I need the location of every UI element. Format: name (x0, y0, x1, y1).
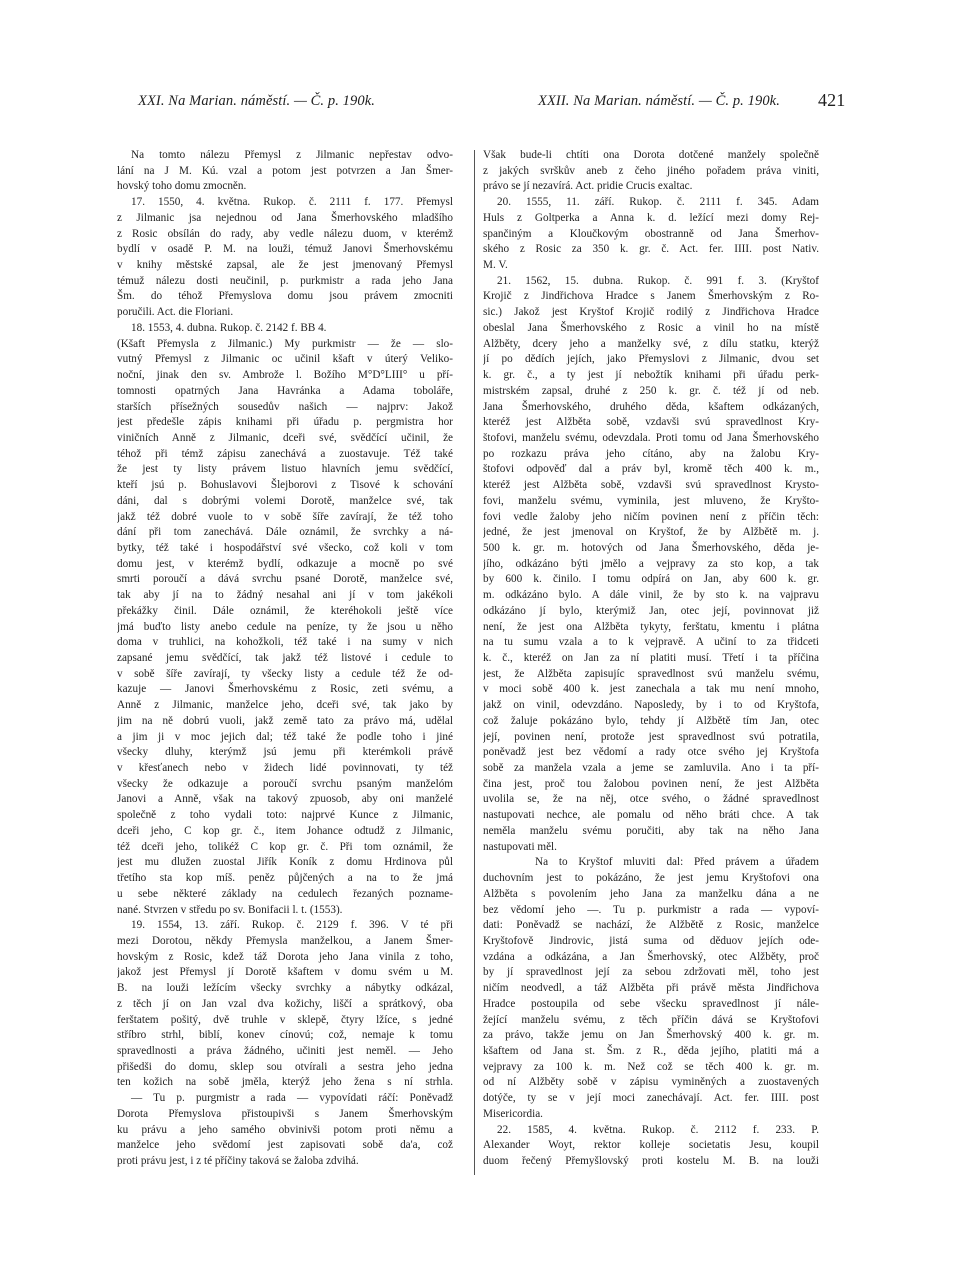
header-left: XXI. Na Marian. náměstí. — Č. p. 190k. (138, 93, 375, 109)
text-line: kazuje — Janovi Šmerhovskému z Rosic, zeti svému, a (117, 683, 453, 696)
text-line: u sebe některé základy na cedulech řezaných poznamе- (117, 887, 453, 900)
text-line: vejpravy za 100 k. m. Než což se těch 400 k. gr. m. (483, 1060, 819, 1073)
text-line: štofovi, manželu svému, odevzdala. Proti tomu od Jana Šmerhovského (483, 431, 819, 444)
text-line: 19. 1554, 13. září. Rukop. č. 2129 f. 396. V té při (131, 919, 453, 932)
text-line: noční, jinak den sv. Ambrože l. Božího M°D°LIII° u pří- (117, 369, 453, 382)
text-line: 22. 1585, 4. května. Rukop. č. 2112 f. 233. P. (497, 1123, 819, 1136)
text-line: jího, odkázáno býti jmělo a vejpravy za sto kop, a tak (483, 557, 819, 570)
text-line: smrti poroučí a dává svrchu psané Dorotě, manželce své, (117, 573, 453, 586)
text-line: B. na louži ležícím všecky svrchky a nábytky odkázal, (117, 982, 453, 995)
text-line: též dceři jeho, tolikéž C kop gr. č. Při tom oznámil, že (117, 840, 453, 853)
text-line: kteréž jest Alžběta sobě, vzdavši svú spravedlnost Kry- (483, 416, 819, 429)
text-line: 18. 1553, 4. dubna. Rukop. č. 2142 f. BB 4. (131, 321, 327, 334)
text-line: bydlí v osadě P. M. na louži, témuž Janovi Šmerhovskému (117, 243, 453, 256)
text-line: jmá buďto listy anebo cedule na peníze, ty že jsou u něho (117, 620, 453, 633)
text-line: Na to Kryštof mluviti dal: Před právem a úřadem (535, 856, 819, 869)
text-line: v sobě šíře zavírají, ty všecky listy a cedule též že od- (117, 667, 453, 680)
right-column (483, 148, 819, 1170)
text-line: jakž on vinil, odevzdáno. Naposledy, by i to od Kryštofa, (483, 699, 819, 712)
text-line: tak aby jí na to žádný nesahal ani jí v tom jakékoli (117, 589, 453, 602)
text-line: mezi Dorotou, někdy Přemysla manželkou, a Janem Šmer- (117, 934, 453, 947)
text-line: Krojič z Jindřichova Hradce s Janem Šmerhovským z Ro- (483, 290, 819, 303)
text-line: od ní Alžběty sobě v zápisu vyminěných a zuostavených (483, 1076, 819, 1089)
text-line: Alexander Woyt, rektor kolleje societatis Jesu, koupil (483, 1139, 819, 1152)
text-line: společně z toho vydali toto: najprvé Kunce z Jilmanic, (117, 809, 453, 822)
text-line: viničních Anně z Jilmanic, dceři své, svědčící učinil, že (117, 431, 453, 444)
text-line: v křesťanech nebo v židech lidé povinnovati, ty též (117, 762, 453, 775)
header-right: XXII. Na Marian. náměstí. — Č. p. 190k. (538, 93, 780, 109)
text-line: sobě za manžela vzala a jeme se zamluvila. Ano i ta pří- (483, 762, 819, 775)
text-line: vutný Přemysl z Jilmanic oc učinil kšaft v úterý Veliko- (117, 353, 453, 366)
text-line: dceři jeho, C kop gr. č., item Johance odtudž z Jilmanic, (117, 824, 453, 837)
text-line: žející manželu svému, z těch příčin dává se Kryštofovi (483, 1013, 819, 1026)
text-line: štofovi odpověď dal a práv byl, kromě těch 400 k. m., (483, 463, 819, 476)
text-line: poněvadž jest bez vědomí a rady otce svého jej Kryštofa (483, 746, 819, 759)
text-line: za právo, takže jemu on Jan Šmerhovský 400 k. gr. m. (483, 1029, 819, 1042)
text-line: kteří jsú p. Bohuslavovi Šlejborovi z Tisové k schování (117, 479, 453, 492)
text-line: 21. 1562, 15. dubna. Rukop. č. 991 f. 3. (Kryštof (497, 274, 819, 287)
text-line: právo se jí nezavírá. Act. pridie Crucis exaltac. (483, 180, 693, 193)
text-line: jest mu dlužen zuostal Jiřík Koník z domu Hrdinova půl (117, 856, 453, 869)
text-line: 17. 1550, 4. května. Rukop. č. 2111 f. 177. Přemysl (131, 196, 453, 209)
text-line: nastupovati měl. (483, 840, 557, 853)
text-line: dotýče, ty se v její moci zanechávají. Act. fer. IIII. post (483, 1092, 819, 1105)
text-line: manželce jeho svědomí jest zapisovati sobě da'a, což (117, 1139, 453, 1152)
left-column (117, 148, 453, 1170)
text-line: proti právu jest, i z té příčiny taková se žaloba zdvihá. (117, 1155, 359, 1167)
text-line: jí po dědích jejích, jako Přemyslovi z Jilmanic, dvou set (483, 353, 819, 366)
text-line: fovi vedle žaloby jeho ničím povinen není z příčin těch: (483, 510, 819, 523)
text-line: téhož při témž zápisu zanechává a zuostavuje. Též také (117, 447, 453, 460)
text-line: Šm. do téhož Přemyslova domu jsou právem zmocniti (117, 290, 453, 303)
text-line: 500 k. gr. m. hotových od Jana Šmerhovského, děda je- (483, 541, 819, 554)
text-line: Kryštofově Jindrovic, jistá suma od děduov jejích ode- (483, 934, 819, 947)
text-line: ferštatem pošitý, dvě truhle v sklepě, čtyry lžíce, s jedné (117, 1013, 453, 1026)
text-line: Hradce postoupila od sebe všecku spravedlnost jí nále- (483, 997, 819, 1010)
text-line: odkázáno jí bylo, kterýmiž Jan, otec její, povinnovat již (483, 604, 819, 617)
text-line: mistrském zapsal, druhé z 250 k. gr. č. též jí od neb. (483, 384, 819, 397)
text-line: v knihy městské zapsal, ale že jest jmenovaný Přemysl (117, 259, 453, 272)
text-line: kšaftem od Jana st. Šm. z R., děda jejího, platiti má a (483, 1044, 819, 1057)
text-line: přišedši do domu, sklep sou otvírali a sestra jeho jedna (117, 1060, 453, 1073)
text-line: v moci sobě 400 k. jest zanechala a tak mu není mnoho, (483, 683, 819, 696)
text-line: spančiným a Kloučkovým obostranně od Jana Šmerhov- (483, 227, 819, 240)
text-line: duom řečený Přemyšlovský proti kostelu M. B. na louži (483, 1155, 819, 1167)
text-line: po rozkazu práva jeho cítáno, aby na žalobu Kry- (483, 447, 819, 460)
text-line: Misericordia. (483, 1107, 543, 1120)
text-line: ku právu a jeho samého obvinivši potom proti němu a (117, 1123, 453, 1136)
text-line: lání na J M. Kú. vzal a potom jest potvrzen a Jan Šmer- (117, 164, 453, 177)
text-line: vzdána a odkázána, a Jan Šmerhovský, otec Alžběty, proč (483, 950, 819, 963)
running-header (138, 90, 846, 119)
text-line: hovským z Rosic, kdež táž Dorota jeho Jana vinila z toho, (117, 950, 453, 963)
text-line: poručili. Act. die Floriani. (117, 306, 234, 319)
text-line: 20. 1555, 11. září. Rukop. č. 2111 f. 345. Adam (497, 196, 819, 209)
text-line: m. odkázáno bylo. A dále vinil, že by sto k. na vajpravu (483, 589, 819, 602)
text-line: — Tu p. purgmistr a rada — vypovídati ráčí: Poněvadž (131, 1092, 453, 1105)
text-line: obeslal Jana Šmerhovského z Rosic a vinil ho na místě (483, 321, 819, 334)
text-line: bez vědomí jeho —. Tu p. purkmistr a rada — vypoví- (483, 903, 819, 916)
text-line: že jest ty listy právem listuo hlavních jemu svědčící, (117, 463, 453, 476)
text-line: jakž též dobré vuole to v sobě šíře zavírají, že též toho (117, 510, 453, 523)
text-line: doma v truhlici, na kohožkoli, též také i na sumy v nich (117, 636, 453, 649)
text-line: dání při tom zanechává. Dále oznámil, že svrchky a ná- (117, 526, 453, 539)
text-line: M. V. (483, 259, 508, 272)
page-number: 421 (818, 90, 846, 110)
text-line: k. č., kteréž on Jan za ní platiti musí. Třetí i ta příčina (483, 652, 819, 664)
text-line: Janovi a Anně, však na takový zpuosob, aby oni manželé (117, 793, 453, 806)
text-line: starších přísežných sousedův našich — najprv: Jakož (117, 400, 453, 413)
text-line: třetího sta kop míš. peněz půjčených a na to že jmá (117, 872, 453, 885)
text-line: neměla manželu svému poručiti, aby tak na něho Jana (483, 824, 819, 837)
text-line: (Kšaft Přemysla z Jilmanic.) My purkmistr — že — slo- (117, 337, 453, 350)
text-line: Dorota Přemyslova přistoupivši s Janem Šmerhovským (117, 1107, 453, 1120)
text-line: duchovním jest to pokázáno, že jest jemu Kryštofovi ona (483, 872, 819, 885)
text-line: překážky činil. Dále oznámil, že kteréhokoli ještě více (117, 604, 453, 617)
text-line: na tu sumu vzala a to k vejpravě. A učiní to za třidceti (483, 636, 819, 649)
text-line: domu jest, v kterémž bydlí, odkazuje a mocně po své (117, 557, 453, 570)
text-line: všecky dluhy, kterýmž jsú jemu při kterémkoli právě (117, 746, 453, 759)
text-line: hovský toho domu zmocněn. (117, 180, 247, 193)
text-line: by jí spravedlnost její za sebou zdržovati měl, toho jest (483, 966, 819, 979)
text-line: Alžběty, dcery jeho a manželky své, z dílu statku, kterýž (483, 337, 819, 350)
text-line: ten kožich na sobě jměla, kterýž jeho žena s ní strhla. (117, 1076, 453, 1089)
text-line: fovi, manželu svému, vyminila, jest mluveno, že Kryšto- (483, 494, 819, 507)
text-line: ničím neodvedl, a táž Alžběta při právě města Jindřichova (483, 982, 819, 995)
text-line: témuž nálezu dosti neučinil, p. purkmistr a rada jeho Jana (117, 274, 453, 287)
text-line: kteréž jest Alžběta sobě, vzdavši svú spravedlnost Krysto- (483, 479, 819, 492)
text-line: Jana Šmerhovského, druhého děda, kšaftem odkázaných, (483, 400, 819, 413)
text-line: nastupovati nechce, ale pomalu od něho bráti chce. A tak (483, 809, 819, 822)
text-line: není, že jest ona Alžběta tykyty, ferštatu, kmentu i plátna (483, 620, 819, 633)
text-line: uvolila se, že na něj, otce svého, o žádné spravedlnost (483, 793, 819, 806)
text-line: jest předešle zápis knihami při úřadu p. pergmistra hor (117, 416, 453, 429)
text-line: a jim ji v moc jejich dal; též také že podle toho i jiné (117, 730, 453, 743)
text-line: ského z Rosic za 350 k. gr. č. Act. fer. IIII. post Nativ. (483, 243, 819, 256)
text-line: jedné, že jest jmenoval on Kryštof, že by Alžbětě m. j. (483, 526, 819, 539)
text-line: nané. Stvrzen v středu po sv. Bonifacii l. t. (1553). (117, 903, 343, 916)
text-line: jest, že Alžběta zapisujíc spravedlnost svú manželu svému, (483, 667, 819, 680)
text-line: by 600 k. činilo. I tomu odpírá on Jan, aby 600 k. gr. (483, 573, 819, 586)
text-line: Alžběta s povolením jeho Jana za manželku dána a ne (483, 887, 819, 900)
text-line: k. gr. č., a ty jest jí nebožtík knihami při úřadu perk- (483, 369, 819, 382)
text-line: dati: Poněvadž se nachází, že Alžbětě z Rosic, manželce (483, 919, 819, 932)
text-line: z těch jí on Jan vzal dva kožichy, liščí a sprátkový, oba (117, 997, 453, 1010)
text-line: její, povinen není, protože jest spravedlnost svú potratila, (483, 730, 819, 743)
text-line: všecky že odkazuje a poroučí svrchu psaným manželóm (117, 777, 453, 790)
text-line: spravedlnosti a práva žádného, učiniti jest neměl. — Jeho (117, 1044, 453, 1057)
text-line: sic.) Jakož jest Kryštof Krojič rodilý z Jindřichova Hradce (483, 306, 819, 319)
text-line: čina jest, proč tou žalobou povinen není, že jest Alžběta (483, 777, 819, 790)
text-line: z jakých svrškův aneb z čeho jiného pořadem práva viniti, (483, 164, 819, 177)
text-line: zapsané jemu svědčící, tak jakž též listové i cedule to (117, 652, 453, 664)
text-line: dáni, dal s dobrými volemi Dorotě, manželce své, tak (117, 494, 453, 507)
text-line: Však bude-li chtíti ona Dorota dotčené manžely společně (483, 149, 819, 161)
text-line: jakož jest Přemysl jí Dorotě kšaftem v domu svém u M. (117, 966, 453, 979)
text-line: což žaluje pokázáno bylo, tehdy jí Alžbětě tím Jan, otec (483, 714, 819, 727)
text-line: z Rosic obsílán do rady, aby vedle nálezu duom, v kterémž (117, 227, 453, 240)
text-line: jim na ně dobrú vuoli, jakž země tato za právo má, udělal (117, 714, 453, 727)
text-line: tomnosti opatrných Jana Havránka a Adama toboláře, (117, 384, 453, 397)
text-line: z Jilmanic jsa nejednou od Jana Šmerhovského mladšího (117, 211, 453, 224)
column-divider (474, 150, 475, 1175)
text-line: stříbro strhl, biblí, konev cínovú; což, nemaje k tomu (117, 1029, 453, 1042)
text-line: bytky, též také i hospodářství své všecko, což koli v tom (117, 541, 453, 554)
text-line: Huls z Goltperka a Anna k. d. ležící mezi domy Rej- (483, 211, 819, 224)
text-line: Anně z Jilmanic, manželce jeho, dceři své, tak jako by (117, 699, 453, 712)
text-line: Na tomto nálezu Přemysl z Jilmanic nepřestav odvo- (131, 149, 453, 161)
